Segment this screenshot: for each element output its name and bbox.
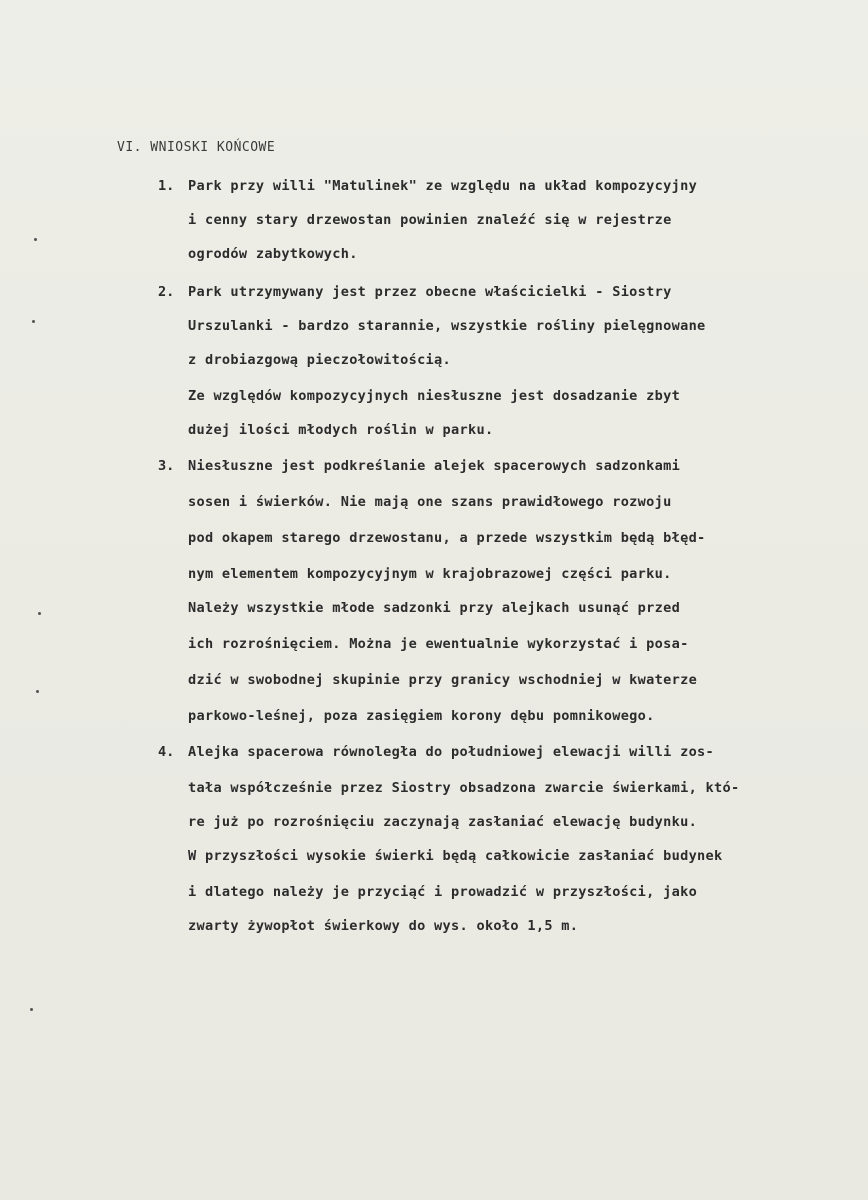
- margin-speck: [36, 690, 39, 693]
- item-1-line-2: i cenny stary drzewostan powinien znaleźć się w rejestrze: [188, 212, 672, 228]
- item-2-line-5: dużej ilości młodych roślin w parku.: [188, 422, 494, 438]
- item-3-line-4: nym elementem kompozycyjnym w krajobrazowej części parku.: [188, 566, 672, 582]
- item-3-line-1: Niesłuszne jest podkreślanie alejek spacerowych sadzonkami: [188, 458, 681, 474]
- item-number: 4.: [158, 744, 175, 760]
- item-4-line-6: zwarty żywopłot świerkowy do wys. około 1,5 m.: [188, 918, 579, 934]
- item-2-line-2: Urszulanki - bardzo starannie, wszystkie rośliny pielęgnowane: [188, 318, 706, 334]
- item-2-line-1: Park utrzymywany jest przez obecne właścicielki - Siostry: [188, 284, 672, 300]
- item-4-line-4: W przyszłości wysokie świerki będą całkowicie zasłaniać budynek: [188, 848, 723, 864]
- item-4-line-1: Alejka spacerowa równoległa do południowej elewacji willi zos-: [188, 744, 715, 760]
- item-3-line-6: ich rozrośnięciem. Można je ewentualnie wykorzystać i posa-: [188, 636, 689, 652]
- item-number: 3.: [158, 458, 175, 474]
- item-number: 1.: [158, 178, 175, 194]
- item-3-line-2: sosen i świerków. Nie mają one szans prawidłowego rozwoju: [188, 494, 672, 510]
- item-number: 2.: [158, 284, 175, 300]
- item-1-line-1: Park przy willi "Matulinek" ze względu na układ kompozycyjny: [188, 178, 698, 194]
- section-heading: VI. WNIOSKI KOŃCOWE: [117, 140, 276, 155]
- item-3-line-3: pod okapem starego drzewostanu, a przede wszystkim będą błęd-: [188, 530, 706, 546]
- margin-speck: [32, 320, 35, 323]
- item-4-line-2: tała współcześnie przez Siostry obsadzona zwarcie świerkami, któ-: [188, 780, 740, 796]
- item-4-line-3: re już po rozrośnięciu zaczynają zasłaniać elewację budynku.: [188, 814, 698, 830]
- margin-speck: [30, 1008, 33, 1011]
- item-4-line-5: i dlatego należy je przyciąć i prowadzić w przyszłości, jako: [188, 884, 698, 900]
- item-3-line-8: parkowo-leśnej, poza zasięgiem korony dębu pomnikowego.: [188, 708, 655, 724]
- margin-speck: [38, 612, 41, 615]
- margin-speck: [34, 238, 37, 241]
- item-3-line-5: Należy wszystkie młode sadzonki przy alejkach usunąć przed: [188, 600, 681, 616]
- item-2-line-4: Ze względów kompozycyjnych niesłuszne jest dosadzanie zbyt: [188, 388, 681, 404]
- item-2-line-3: z drobiazgową pieczołowitością.: [188, 352, 452, 368]
- item-1-line-3: ogrodów zabytkowych.: [188, 246, 358, 262]
- item-3-line-7: dzić w swobodnej skupinie przy granicy wschodniej w kwaterze: [188, 672, 698, 688]
